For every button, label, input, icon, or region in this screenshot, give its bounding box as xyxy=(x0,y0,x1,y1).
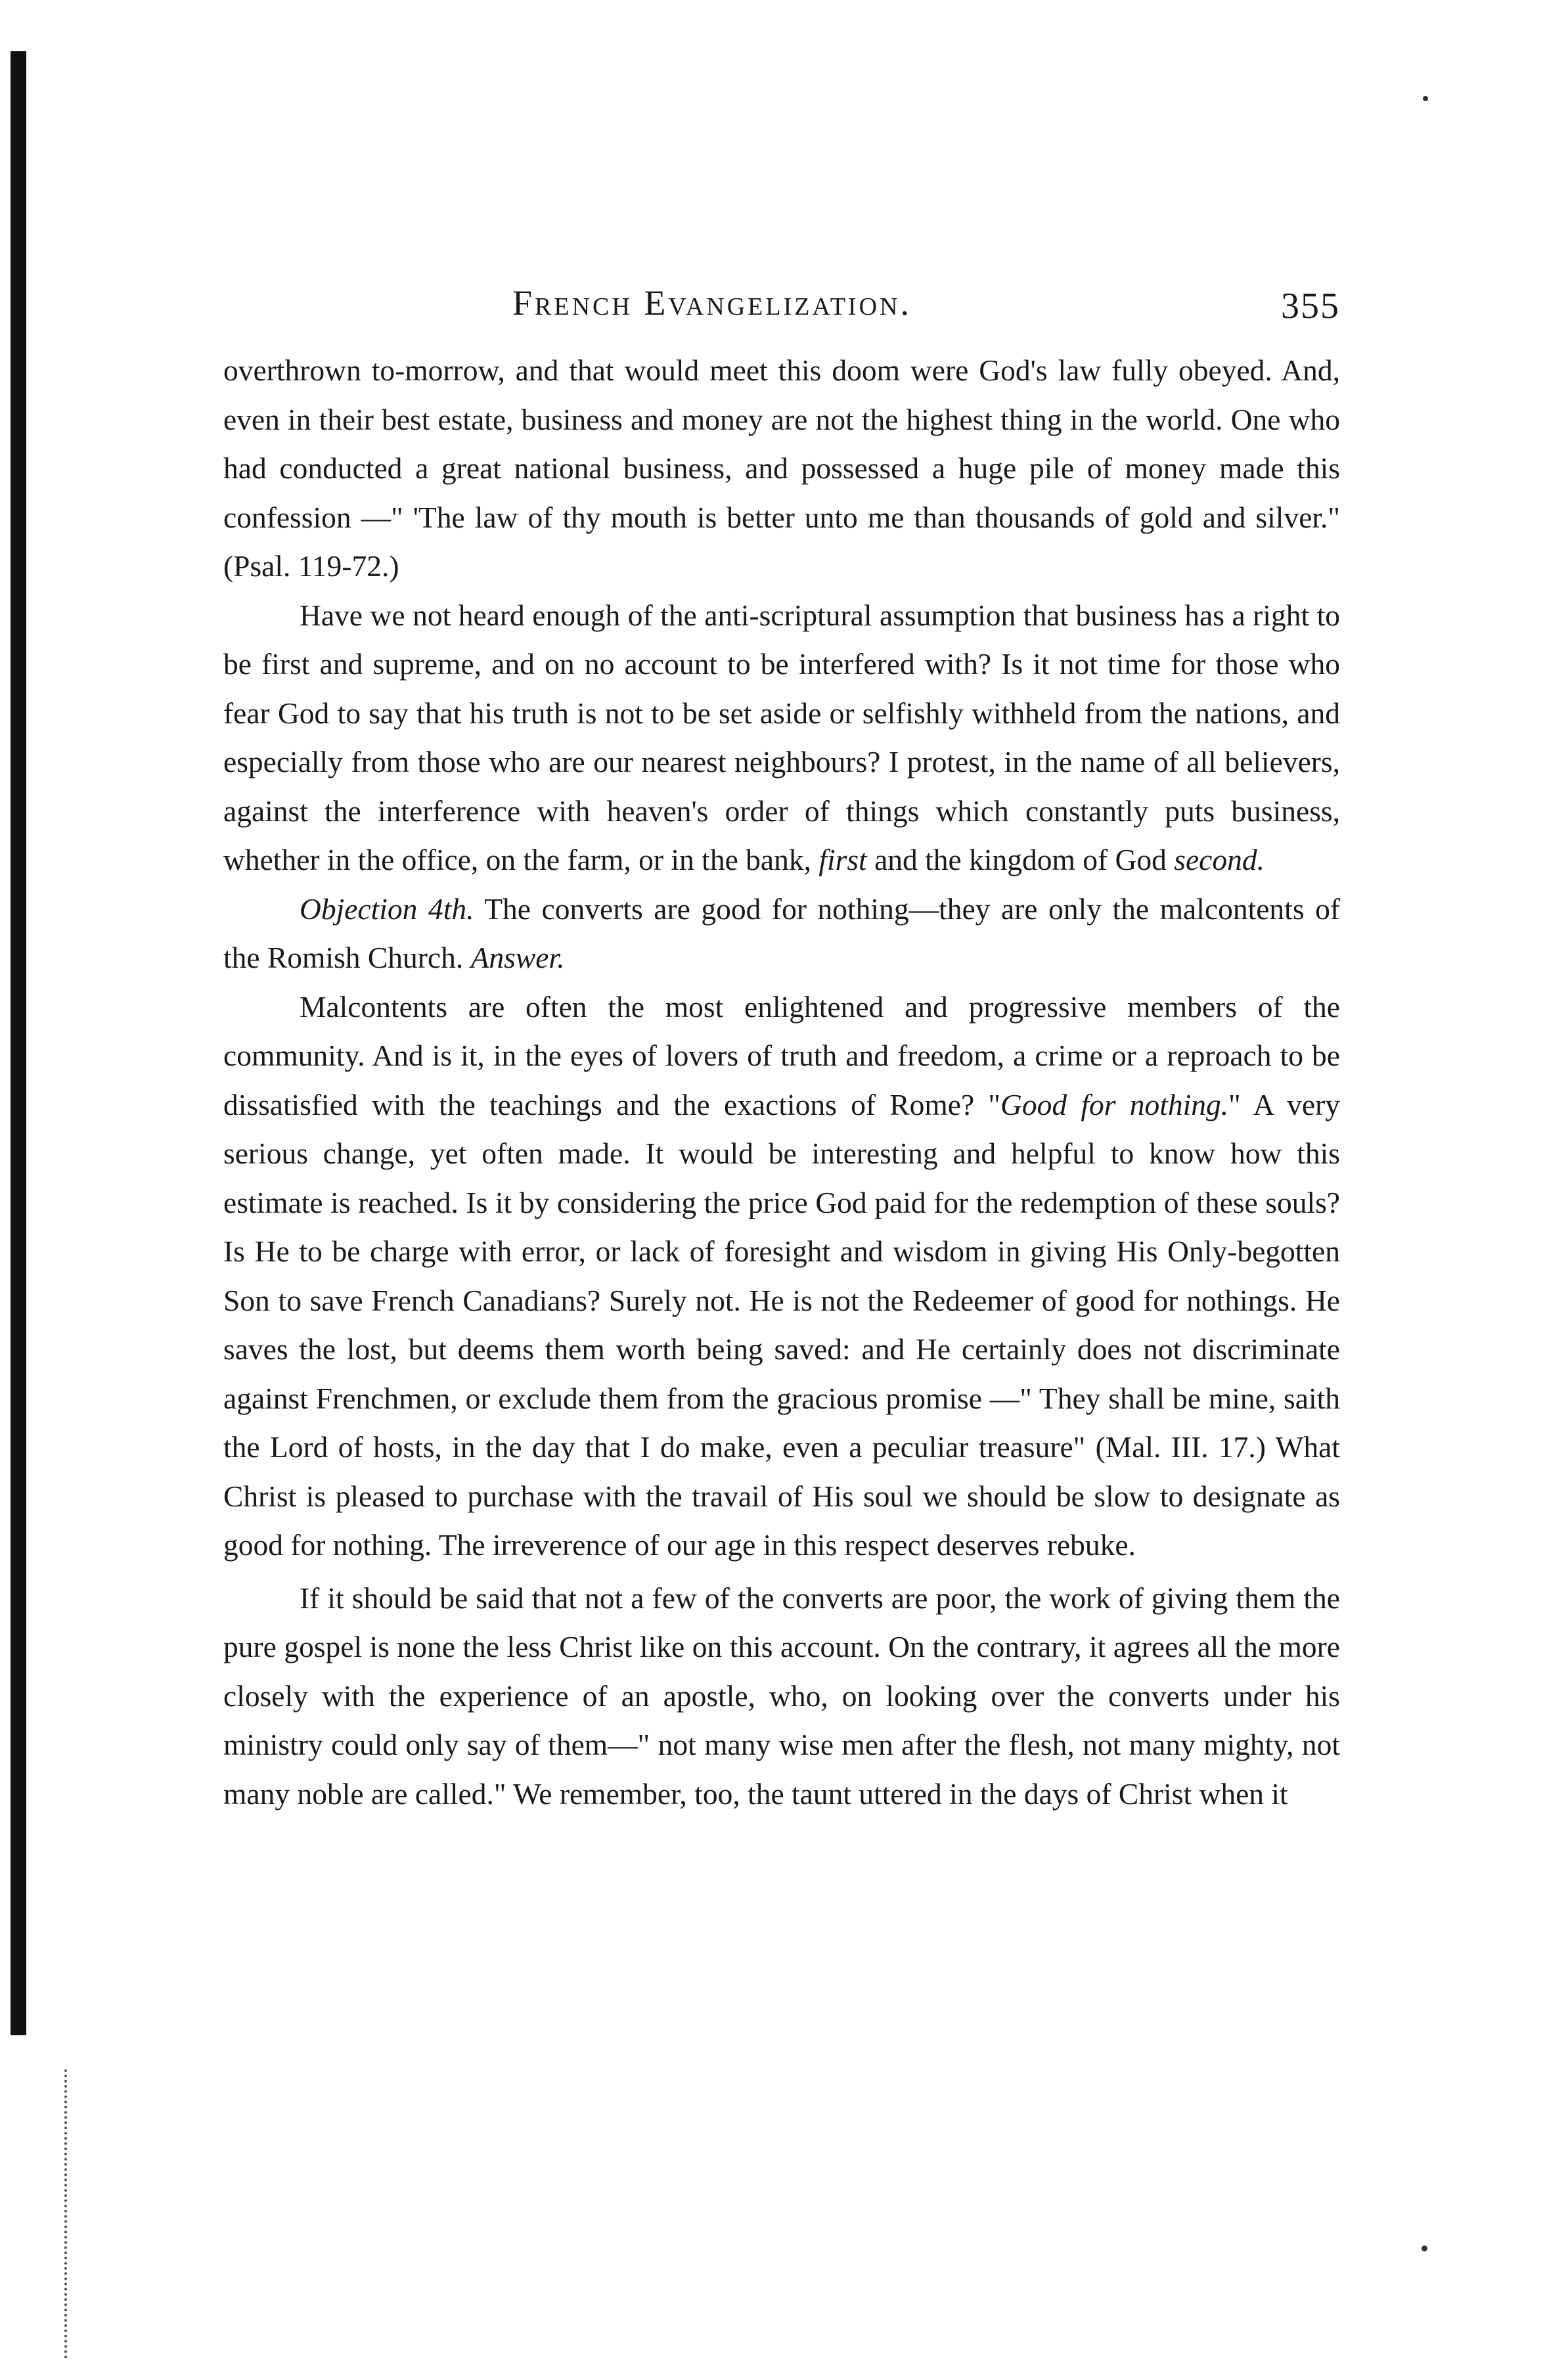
text-run: The converts are good for nothing—they are only the malcontents of the Romish Church. xyxy=(223,891,1340,974)
paragraph xyxy=(223,983,1340,1570)
paragraph xyxy=(223,1574,1340,1819)
answer-label: Answer. xyxy=(470,941,565,974)
emphasis: second. xyxy=(1174,843,1265,876)
paragraph xyxy=(223,346,1340,591)
emphasis: Good for nothing. xyxy=(1000,1087,1229,1121)
paragraph xyxy=(223,591,1340,885)
ink-speck xyxy=(1423,96,1428,101)
text-run: Have we not heard enough of the anti-scriptural assumption that business has a right to be first and supreme, and on no account to be interfered with? Is it not time for those who fear God to say that his truth is not to be set aside or selfishly withheld from the nations, and especially from those who are our nearest neighbours? I protest, in the name of all believers, against the interference with heaven's order of things which constantly puts business, whether in the office, on the farm, or in the bank, xyxy=(223,598,1340,876)
running-title: French Evangelization. xyxy=(512,283,912,323)
text-run: " A very serious change, yet often made. It would be interesting and helpful to know how this estimate is reached. Is it by considering the price God paid for the redemption of these souls? Is He to be charge with error, or lack of foresight and wisdom in giving His Only-begotten Son to save French Canadians? Surely not. He is not the Redeemer of good for nothings. He saves the lost, but deems them worth being saved: and He certainly does not discriminate against Frenchmen, or exclude them from the gracious promise —" They shall be mine, saith the Lord of hosts, in the day that I do make, even a peculiar treasure" (Mal. III. 17.) What Christ is pleased to purchase with the travail of His soul we should be slow to designate as good for nothing. The irreverence of our age in this respect deserves rebuke. xyxy=(223,1087,1340,1562)
text-run: and the kingdom of God xyxy=(866,843,1175,876)
text-run: Malcontents are often the most enlightened and progressive members of the community. And is it, in the eyes of lovers of truth and freedom, a crime or a reproach to be dissatisfied with the teachings and the exactions of Rome? " xyxy=(223,989,1340,1121)
page-number: 355 xyxy=(1281,286,1340,327)
page-header xyxy=(223,276,1340,335)
binding-edge xyxy=(11,51,26,2035)
objection-heading: Objection 4th. xyxy=(300,891,474,926)
text-run: overthrown to-morrow, and that would meet this doom were God's law fully obeyed. And, even in their best estate, business and money are not the highest thing in the world. One who had conducted a great national business, and possessed a huge pile of money made this confession —" 'The law of thy mouth is better unto me than thousands of gold and silver." (Psal. 119-72.) xyxy=(223,353,1340,583)
text-run: If it should be said that not a few of the converts are poor, the work of giving them the pure gospel is none the less Christ like on this account. On the contrary, it agrees all the more closely with the experience of an apostle, who, on looking over the converts under his ministry could only say of them—" not many wise men after the flesh, not many mighty, not many noble are called." We remember, too, the taunt uttered in the days of Christ when it xyxy=(223,1581,1340,1811)
binding-dots xyxy=(64,2069,70,2358)
paragraph xyxy=(223,885,1340,983)
ink-speck xyxy=(1422,2245,1427,2251)
body-text xyxy=(223,346,1340,1818)
emphasis: first xyxy=(818,843,867,876)
